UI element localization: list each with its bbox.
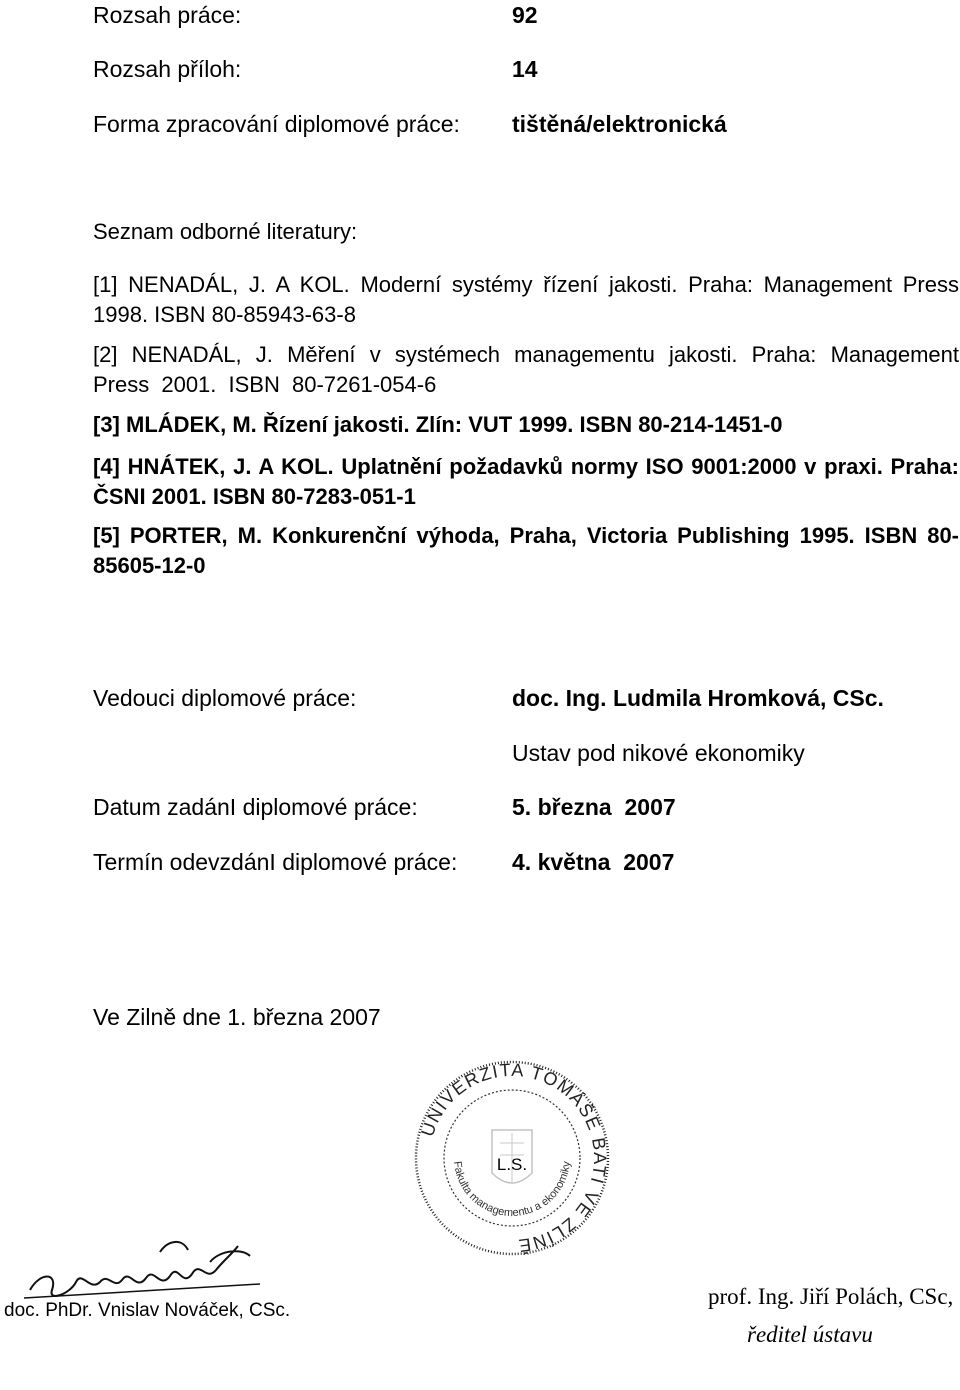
stamp-ring-text: UNIVERZITA TOMÁŠE BATI VE ZLÍNĚ	[417, 1059, 611, 1256]
rozsah-prace-value: 92	[512, 2, 538, 28]
literature-item-1: [1] NENADÁL, J. A KOL. Moderní systémy řízení jakosti. Praha: Management Press 1998. ISBN 80-85943-63-8	[93, 272, 959, 327]
forma-label: Forma zpracování diplomové práce:	[93, 111, 460, 137]
rozsah-priloh-label: Rozsah příloh:	[93, 56, 242, 82]
literature-item-3: [3] MLÁDEK, M. Řízení jakosti. Zlín: VUT 1999. ISBN 80-214-1451-0	[93, 412, 783, 437]
place-date: Ve Zilně dne 1. března 2007	[93, 1004, 381, 1030]
supervisor-institute: Ustav pod nikové ekonomiky	[512, 740, 805, 766]
signature-left-name: doc. PhDr. Vnislav Nováček, CSc.	[4, 1300, 291, 1321]
supervisor-label: Vedouci diplomové práce:	[93, 685, 357, 711]
supervisor-name: doc. Ing. Ludmila Hromková, CSc.	[512, 685, 884, 711]
assigned-date-label: Datum zadánI diplomové práce:	[93, 794, 418, 820]
stamp-inner-text: Fakulta managementu a ekonomiky	[451, 1160, 573, 1220]
university-stamp	[412, 1058, 612, 1258]
signature-right-role: ředitel ústavu	[747, 1322, 873, 1347]
deadline-date-label: Termín odevzdánI diplomové práce:	[93, 849, 458, 875]
forma-value: tištěná/elektronická	[512, 111, 727, 137]
literature-heading: Seznam odborné literatury:	[93, 219, 358, 244]
rozsah-priloh-value: 14	[512, 56, 538, 82]
literature-item-4: [4] HNÁTEK, J. A KOL. Uplatnění požadavků normy ISO 9001:2000 v praxi. Praha: ČSNI 2001. ISBN 80-7283-051-1	[93, 454, 959, 509]
stamp-center-text: L.S.	[496, 1155, 528, 1174]
literature-item-5: [5] PORTER, M. Konkurenční výhoda, Praha, Victoria Publishing 1995. ISBN 80-85605-12-0	[93, 523, 959, 578]
deadline-date-value: 4. května 2007	[512, 849, 675, 875]
signature-right-name: prof. Ing. Jiří Polách, CSc,	[708, 1284, 954, 1309]
literature-item-2: [2] NENADÁL, J. Měření v systémech managementu jakosti. Praha: Management Press 2001. ISBN 80-7261-054-6	[93, 342, 959, 397]
rozsah-prace-label: Rozsah práce:	[93, 2, 242, 28]
assigned-date-value: 5. března 2007	[512, 794, 676, 820]
